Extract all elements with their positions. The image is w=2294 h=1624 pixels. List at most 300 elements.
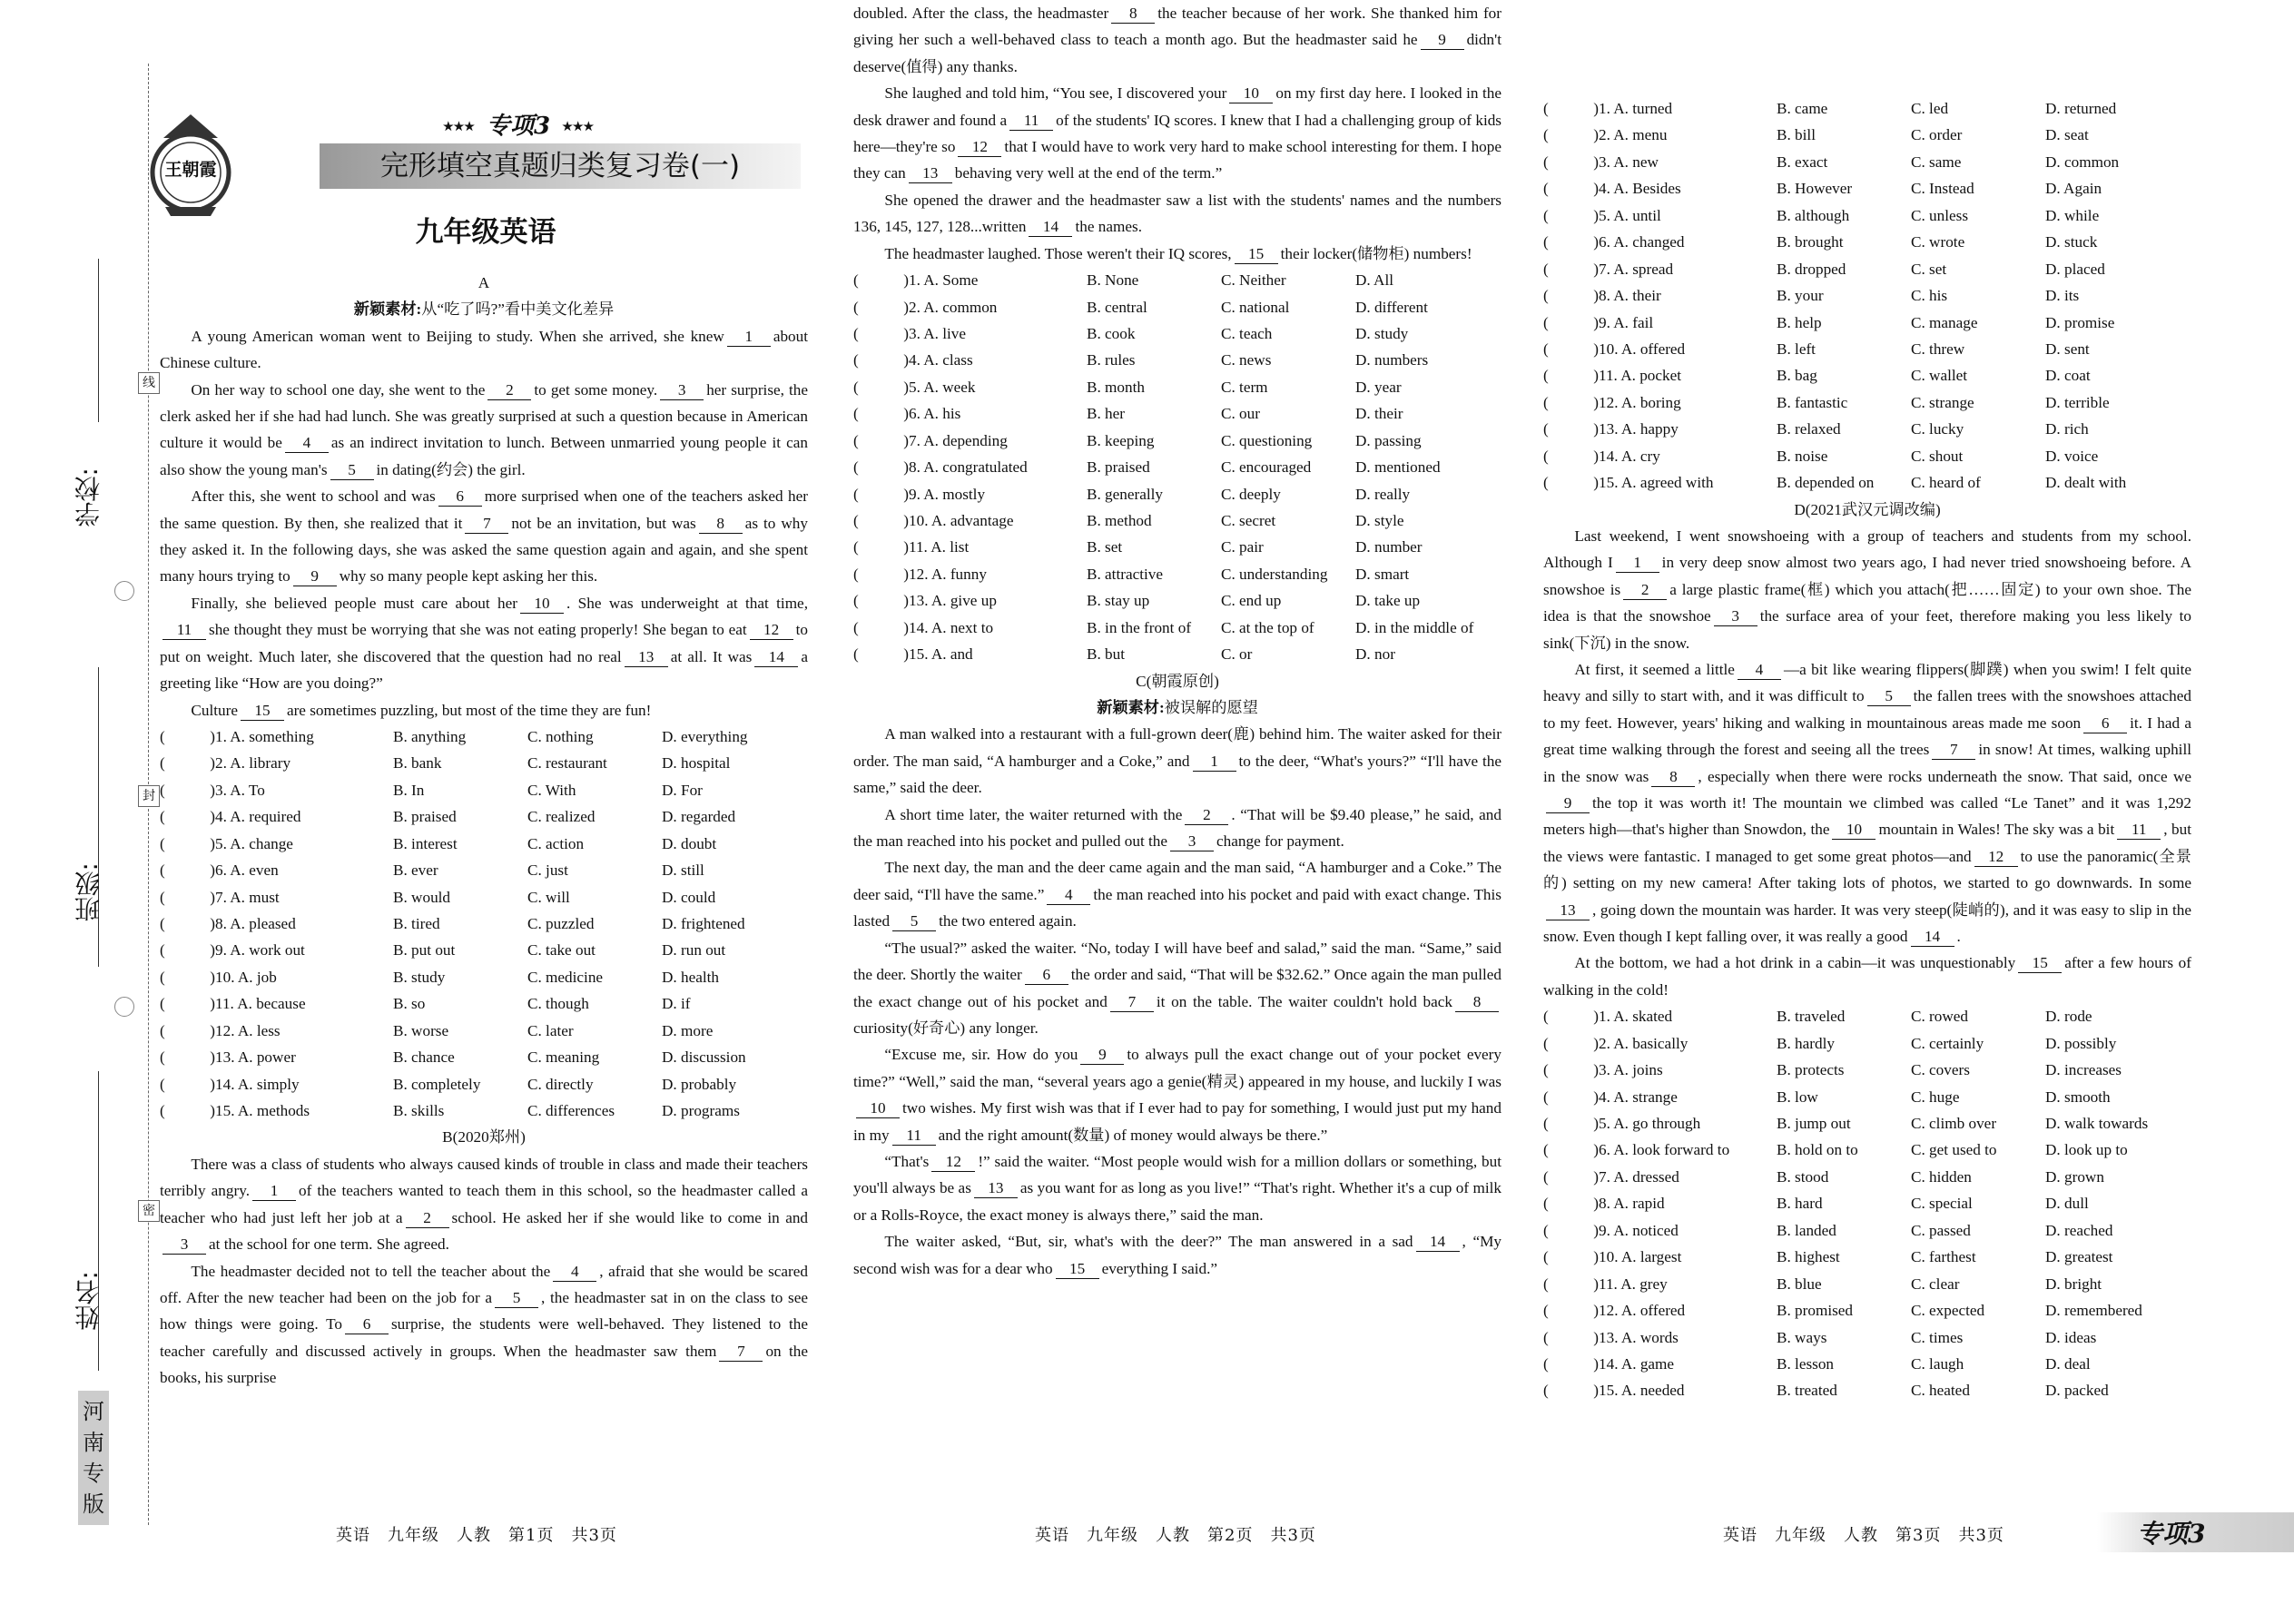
blank-9[interactable]: 9 [1421,31,1464,50]
option-choice[interactable]: D. while [2045,206,2100,224]
option-choice[interactable]: B. but [1087,645,1126,664]
option-choice[interactable]: D. walk towards [2045,1115,2149,1133]
blank-8[interactable]: 8 [699,515,743,534]
option-choice[interactable]: 8. A. congratulated [909,458,1028,477]
option-choice[interactable]: B. lesson [1777,1354,1835,1373]
option-choice[interactable]: B. generally [1087,485,1163,503]
option-choice[interactable]: D. frightened [662,914,745,932]
option-choice[interactable]: D. hospital [662,754,731,773]
blank-4[interactable]: 4 [553,1263,596,1282]
option-choice[interactable]: C. differences [527,1102,615,1120]
option-choice[interactable]: D. increases [2045,1061,2122,1079]
option-choice[interactable]: 12. A. offered [1599,1302,1686,1320]
option-choice[interactable]: 10. A. offered [1599,340,1686,358]
option-choice[interactable]: C. news [1221,351,1272,369]
option-choice[interactable]: D. coat [2045,367,2091,385]
option-choice[interactable]: D. study [1355,324,1409,342]
option-choice[interactable]: D. seat [2045,126,2089,144]
option-choice[interactable]: 3. A. new [1599,153,1659,171]
option-choice[interactable]: C. secret [1221,512,1276,529]
option-choice[interactable]: D. in the middle of [1355,618,1474,636]
answer-bracket[interactable]: ( [1543,260,1549,278]
option-choice[interactable]: D. terrible [2045,393,2110,411]
option-choice[interactable]: 6. A. his [909,405,961,423]
answer-bracket[interactable]: ( [853,271,859,290]
blank-5[interactable]: 5 [495,1289,538,1308]
option-choice[interactable]: C. same [1911,153,1962,171]
option-choice[interactable]: B. anything [393,727,467,745]
answer-bracket[interactable]: ( [853,618,859,636]
answer-bracket[interactable]: ( [1543,340,1549,358]
blank-10[interactable]: 10 [856,1099,900,1118]
option-choice[interactable]: D. dull [2045,1195,2089,1213]
option-choice[interactable]: B. central [1087,298,1147,316]
option-choice[interactable]: 1. A. something [215,727,314,745]
option-choice[interactable]: C. get used to [1911,1141,1997,1159]
option-choice[interactable]: C. threw [1911,340,1965,358]
option-choice[interactable]: D. stuck [2045,233,2098,251]
answer-bracket[interactable]: ( [160,1048,165,1067]
answer-bracket[interactable]: ( [1543,393,1549,411]
option-choice[interactable]: C. heard of [1911,474,1981,492]
blank-9[interactable]: 9 [293,567,337,586]
option-choice[interactable]: 11. A. because [215,995,306,1013]
answer-bracket[interactable]: ( [160,781,165,799]
answer-bracket[interactable]: ( [853,378,859,396]
answer-bracket[interactable]: ( [853,458,859,477]
option-choice[interactable]: 4. A. strange [1599,1088,1678,1106]
option-choice[interactable]: D. rich [2045,420,2089,438]
option-choice[interactable]: C. rowed [1911,1008,1969,1026]
option-choice[interactable]: D. really [1355,485,1411,503]
option-choice[interactable]: C. unless [1911,206,1969,224]
option-choice[interactable]: D. numbers [1355,351,1429,369]
blank-13[interactable]: 13 [974,1179,1018,1198]
option-choice[interactable]: C. times [1911,1328,1964,1346]
blank-6[interactable]: 6 [1025,966,1068,985]
option-choice[interactable]: C. realized [527,808,596,826]
answer-bracket[interactable]: ( [1543,1221,1549,1239]
option-choice[interactable]: 2. A. basically [1599,1034,1689,1052]
option-choice[interactable]: B. interest [393,834,458,852]
option-choice[interactable]: B. cook [1087,324,1136,342]
option-choice[interactable]: 7. A. depending [909,431,1008,449]
blank-7[interactable]: 7 [465,515,508,534]
option-choice[interactable]: B. ever [393,861,438,880]
blank-1[interactable]: 1 [1616,554,1659,573]
option-choice[interactable]: B. low [1777,1088,1818,1106]
option-choice[interactable]: 3. A. live [909,324,967,342]
answer-bracket[interactable]: ( [160,754,165,773]
option-choice[interactable]: B. put out [393,941,456,960]
answer-bracket[interactable]: ( [1543,1034,1549,1052]
option-choice[interactable]: 12. A. boring [1599,393,1681,411]
option-choice[interactable]: C. end up [1221,592,1282,610]
blank-11[interactable]: 11 [1009,112,1053,131]
option-choice[interactable]: D. health [662,968,720,986]
option-choice[interactable]: C. though [527,995,589,1013]
option-choice[interactable]: 8. A. rapid [1599,1195,1665,1213]
option-choice[interactable]: C. will [527,888,570,906]
option-choice[interactable]: 9. A. fail [1599,313,1654,331]
option-choice[interactable]: B. noise [1777,447,1828,465]
answer-bracket[interactable]: ( [1543,1248,1549,1266]
option-choice[interactable]: 14. A. simply [215,1075,300,1093]
option-choice[interactable]: B. method [1087,512,1152,529]
answer-bracket[interactable]: ( [1543,1302,1549,1320]
answer-bracket[interactable]: ( [1543,126,1549,144]
option-choice[interactable]: C. national [1221,298,1290,316]
option-choice[interactable]: C. hidden [1911,1167,1972,1186]
option-choice[interactable]: D. nor [1355,645,1395,664]
option-choice[interactable]: C. farthest [1911,1248,1976,1266]
option-choice[interactable]: D. packed [2045,1382,2109,1400]
option-choice[interactable]: D. programs [662,1102,740,1120]
answer-bracket[interactable]: ( [1543,1382,1549,1400]
option-choice[interactable]: 12. A. funny [909,565,987,583]
answer-bracket[interactable]: ( [1543,1354,1549,1373]
answer-bracket[interactable]: ( [853,405,859,423]
option-choice[interactable]: D. greatest [2045,1248,2113,1266]
option-choice[interactable]: B. landed [1777,1221,1836,1239]
answer-bracket[interactable]: ( [853,565,859,583]
option-choice[interactable]: D. smart [1355,565,1410,583]
option-choice[interactable]: 7. A. dressed [1599,1167,1679,1186]
option-choice[interactable]: D. could [662,888,716,906]
option-choice[interactable]: D. its [2045,287,2080,305]
blank-1[interactable]: 1 [727,328,771,347]
blank-1[interactable]: 1 [252,1182,296,1201]
blank-7[interactable]: 7 [1932,741,1975,760]
blank-11[interactable]: 11 [2117,821,2161,840]
option-choice[interactable]: D. style [1355,512,1404,529]
blank-10[interactable]: 10 [1832,821,1876,840]
option-choice[interactable]: D. different [1355,298,1428,316]
option-choice[interactable]: B. came [1777,100,1828,117]
option-choice[interactable]: C. manage [1911,313,1978,331]
option-choice[interactable]: C. just [527,861,568,880]
option-choice[interactable]: D. their [1355,405,1403,423]
option-choice[interactable]: C. questioning [1221,431,1313,449]
answer-bracket[interactable]: ( [853,324,859,342]
blank-6[interactable]: 6 [345,1315,389,1334]
option-choice[interactable]: B. blue [1777,1275,1822,1293]
option-choice[interactable]: 8. A. pleased [215,914,296,932]
option-choice[interactable]: B. set [1087,538,1123,556]
option-choice[interactable]: C. strange [1911,393,1974,411]
answer-bracket[interactable]: ( [160,968,165,986]
option-choice[interactable]: B. hard [1777,1195,1823,1213]
blank-9[interactable]: 9 [1080,1046,1124,1065]
option-choice[interactable]: B. keeping [1087,431,1155,449]
option-choice[interactable]: 2. A. library [215,754,291,773]
option-choice[interactable]: D. promise [2045,313,2115,331]
option-choice[interactable]: C. order [1911,126,1963,144]
option-choice[interactable]: D. look up to [2045,1141,2128,1159]
answer-bracket[interactable]: ( [1543,313,1549,331]
blank-3[interactable]: 3 [1714,607,1757,626]
blank-14[interactable]: 14 [1029,218,1072,237]
answer-bracket[interactable]: ( [1543,420,1549,438]
option-choice[interactable]: 14. A. next to [909,618,994,636]
option-choice[interactable]: 5. A. week [909,378,976,396]
option-choice[interactable]: 3. A. To [215,781,265,799]
option-choice[interactable]: B. In [393,781,425,799]
option-choice[interactable]: 15. A. needed [1599,1382,1685,1400]
option-choice[interactable]: B. study [393,968,446,986]
option-choice[interactable]: D. bright [2045,1275,2102,1293]
option-choice[interactable]: B. would [393,888,451,906]
option-choice[interactable]: 13. A. give up [909,592,997,610]
option-choice[interactable]: 5. A. go through [1599,1115,1701,1133]
answer-bracket[interactable]: ( [160,888,165,906]
option-choice[interactable]: 11. A. pocket [1599,367,1682,385]
option-choice[interactable]: 7. A. must [215,888,280,906]
option-choice[interactable]: C. lucky [1911,420,1964,438]
blank-11[interactable]: 11 [162,621,206,640]
answer-bracket[interactable]: ( [1543,1141,1549,1159]
blank-14[interactable]: 14 [1416,1233,1460,1252]
option-choice[interactable]: D. Again [2045,180,2102,198]
option-choice[interactable]: D. common [2045,153,2120,171]
option-choice[interactable]: 6. A. changed [1599,233,1685,251]
option-choice[interactable]: 14. A. game [1599,1354,1675,1373]
option-choice[interactable]: B. relaxed [1777,420,1841,438]
option-choice[interactable]: 11. A. grey [1599,1275,1668,1293]
blank-13[interactable]: 13 [625,648,668,667]
option-choice[interactable]: C. restaurant [527,754,607,773]
option-choice[interactable]: B. rules [1087,351,1136,369]
option-choice[interactable]: B. her [1087,405,1126,423]
option-choice[interactable]: C. take out [527,941,596,960]
option-choice[interactable]: D. possibly [2045,1034,2117,1052]
option-choice[interactable]: 4. A. Besides [1599,180,1681,198]
option-choice[interactable]: B. in the front of [1087,618,1192,636]
blank-12[interactable]: 12 [750,621,793,640]
answer-bracket[interactable]: ( [1543,1195,1549,1213]
blank-7[interactable]: 7 [1110,993,1154,1012]
option-choice[interactable]: D. if [662,995,691,1013]
answer-bracket[interactable]: ( [160,1021,165,1039]
option-choice[interactable]: C. term [1221,378,1268,396]
option-choice[interactable]: 14. A. cry [1599,447,1660,465]
option-choice[interactable]: C. later [527,1021,574,1039]
blank-15[interactable]: 15 [241,702,284,721]
blank-1[interactable]: 1 [1193,753,1236,772]
option-choice[interactable]: B. stay up [1087,592,1150,610]
answer-bracket[interactable]: ( [160,914,165,932]
blank-12[interactable]: 12 [931,1153,975,1172]
option-choice[interactable]: B. completely [393,1075,481,1093]
option-choice[interactable]: B. praised [393,808,457,826]
answer-bracket[interactable]: ( [1543,1115,1549,1133]
blank-5[interactable]: 5 [330,461,374,480]
answer-bracket[interactable]: ( [1543,1008,1549,1026]
answer-bracket[interactable]: ( [1543,1328,1549,1346]
answer-bracket[interactable]: ( [160,861,165,880]
option-choice[interactable]: C. his [1911,287,1948,305]
option-choice[interactable]: D. mentioned [1355,458,1441,477]
option-choice[interactable]: C. directly [527,1075,594,1093]
answer-bracket[interactable]: ( [853,351,859,369]
option-choice[interactable]: B. so [393,995,426,1013]
option-choice[interactable]: B. hardly [1777,1034,1835,1052]
option-choice[interactable]: B. jump out [1777,1115,1851,1133]
option-choice[interactable]: B. left [1777,340,1816,358]
option-choice[interactable]: B. worse [393,1021,449,1039]
option-choice[interactable]: 9. A. work out [215,941,305,960]
option-choice[interactable]: 12. A. less [215,1021,281,1039]
option-choice[interactable]: D. remembered [2045,1302,2142,1320]
option-choice[interactable]: D. sent [2045,340,2090,358]
option-choice[interactable]: D. returned [2045,100,2117,117]
blank-3[interactable]: 3 [660,381,704,400]
blank-14[interactable]: 14 [1911,928,1954,947]
blank-9[interactable]: 9 [1546,794,1590,813]
blank-3[interactable]: 3 [1170,832,1214,851]
option-choice[interactable]: C. action [527,834,585,852]
answer-bracket[interactable]: ( [853,298,859,316]
option-choice[interactable]: 10. A. job [215,968,277,986]
option-choice[interactable]: B. bank [393,754,442,773]
option-choice[interactable]: 15. A. agreed with [1599,474,1714,492]
blank-5[interactable]: 5 [1867,687,1911,706]
blank-2[interactable]: 2 [1623,581,1667,600]
answer-bracket[interactable]: ( [160,808,165,826]
option-choice[interactable]: D. placed [2045,260,2105,278]
option-choice[interactable]: D. smooth [2045,1088,2111,1106]
option-choice[interactable]: 7. A. spread [1599,260,1674,278]
option-choice[interactable]: C. huge [1911,1088,1960,1106]
option-choice[interactable]: D. ideas [2045,1328,2097,1346]
option-choice[interactable]: C. or [1221,645,1253,664]
option-choice[interactable]: B. bag [1777,367,1817,385]
option-choice[interactable]: C. deeply [1221,485,1281,503]
option-choice[interactable]: C. clear [1911,1275,1960,1293]
option-choice[interactable]: B. However [1777,180,1853,198]
answer-bracket[interactable]: ( [1543,206,1549,224]
option-choice[interactable]: B. None [1087,271,1139,290]
answer-bracket[interactable]: ( [1543,1275,1549,1293]
answer-bracket[interactable]: ( [1543,1088,1549,1106]
blank-2[interactable]: 2 [406,1209,449,1228]
option-choice[interactable]: 13. A. power [215,1048,296,1067]
option-choice[interactable]: D. still [662,861,704,880]
answer-bracket[interactable]: ( [853,485,859,503]
option-choice[interactable]: D. doubt [662,834,717,852]
option-choice[interactable]: D. regarded [662,808,736,826]
option-choice[interactable]: D. passing [1355,431,1422,449]
blank-10[interactable]: 10 [1229,84,1273,103]
option-choice[interactable]: 5. A. until [1599,206,1661,224]
blank-12[interactable]: 12 [958,138,1001,157]
blank-4[interactable]: 4 [285,434,329,453]
option-choice[interactable]: B. help [1777,313,1822,331]
answer-bracket[interactable]: ( [160,834,165,852]
blank-8[interactable]: 8 [1455,993,1499,1012]
blank-12[interactable]: 12 [1974,848,2018,867]
option-choice[interactable]: C. nothing [527,727,594,745]
option-choice[interactable]: C. Neither [1221,271,1286,290]
option-choice[interactable]: 4. A. required [215,808,301,826]
option-choice[interactable]: B. highest [1777,1248,1840,1266]
option-choice[interactable]: 2. A. common [909,298,998,316]
option-choice[interactable]: C. led [1911,100,1949,117]
option-choice[interactable]: 4. A. class [909,351,973,369]
option-choice[interactable]: B. bill [1777,126,1816,144]
option-choice[interactable]: 8. A. their [1599,287,1661,305]
option-choice[interactable]: 1. A. Some [909,271,979,290]
option-choice[interactable]: D. deal [2045,1354,2091,1373]
option-choice[interactable]: 11. A. list [909,538,970,556]
answer-bracket[interactable]: ( [1543,474,1549,492]
option-choice[interactable]: C. heated [1911,1382,1970,1400]
blank-3[interactable]: 3 [162,1235,206,1255]
option-choice[interactable]: B. tired [393,914,440,932]
answer-bracket[interactable]: ( [853,431,859,449]
option-choice[interactable]: D. take up [1355,592,1421,610]
option-choice[interactable]: D. dealt with [2045,474,2127,492]
option-choice[interactable]: 1. A. turned [1599,100,1673,117]
answer-bracket[interactable]: ( [1543,180,1549,198]
option-choice[interactable]: D. All [1355,271,1394,290]
option-choice[interactable]: C. meaning [527,1048,600,1067]
option-choice[interactable]: 1. A. skated [1599,1008,1673,1026]
option-choice[interactable]: C. shout [1911,447,1964,465]
option-choice[interactable]: B. treated [1777,1382,1837,1400]
option-choice[interactable]: B. month [1087,378,1145,396]
blank-6[interactable]: 6 [2083,714,2127,733]
answer-bracket[interactable]: ( [1543,233,1549,251]
option-choice[interactable]: D. run out [662,941,726,960]
option-choice[interactable]: 15. A. methods [215,1102,310,1120]
option-choice[interactable]: 13. A. words [1599,1328,1679,1346]
blank-8[interactable]: 8 [1111,5,1155,24]
blank-7[interactable]: 7 [719,1343,763,1362]
option-choice[interactable]: C. certainly [1911,1034,1984,1052]
answer-bracket[interactable]: ( [1543,447,1549,465]
answer-bracket[interactable]: ( [1543,287,1549,305]
option-choice[interactable]: B. stood [1777,1167,1829,1186]
option-choice[interactable]: 9. A. noticed [1599,1221,1679,1239]
option-choice[interactable]: 2. A. menu [1599,126,1668,144]
blank-2[interactable]: 2 [1185,806,1228,825]
blank-4[interactable]: 4 [1047,886,1090,905]
option-choice[interactable]: B. attractive [1087,565,1163,583]
option-choice[interactable]: D. number [1355,538,1423,556]
option-choice[interactable]: B. skills [393,1102,445,1120]
option-choice[interactable]: 6. A. even [215,861,279,880]
option-choice[interactable]: B. dropped [1777,260,1846,278]
option-choice[interactable]: C. Instead [1911,180,1974,198]
answer-bracket[interactable]: ( [1543,1167,1549,1186]
answer-bracket[interactable]: ( [853,512,859,529]
answer-bracket[interactable]: ( [853,538,859,556]
answer-bracket[interactable]: ( [160,1102,165,1120]
answer-bracket[interactable]: ( [1543,1061,1549,1079]
blank-15[interactable]: 15 [1056,1260,1099,1279]
option-choice[interactable]: C. covers [1911,1061,1970,1079]
option-choice[interactable]: D. year [1355,378,1402,396]
option-choice[interactable]: 15. A. and [909,645,973,664]
option-choice[interactable]: B. hold on to [1777,1141,1858,1159]
option-choice[interactable]: B. depended on [1777,474,1875,492]
option-choice[interactable]: C. wrote [1911,233,1965,251]
option-choice[interactable]: B. chance [393,1048,455,1067]
option-choice[interactable]: 10. A. largest [1599,1248,1682,1266]
blank-14[interactable]: 14 [754,648,798,667]
option-choice[interactable]: D. reached [2045,1221,2113,1239]
